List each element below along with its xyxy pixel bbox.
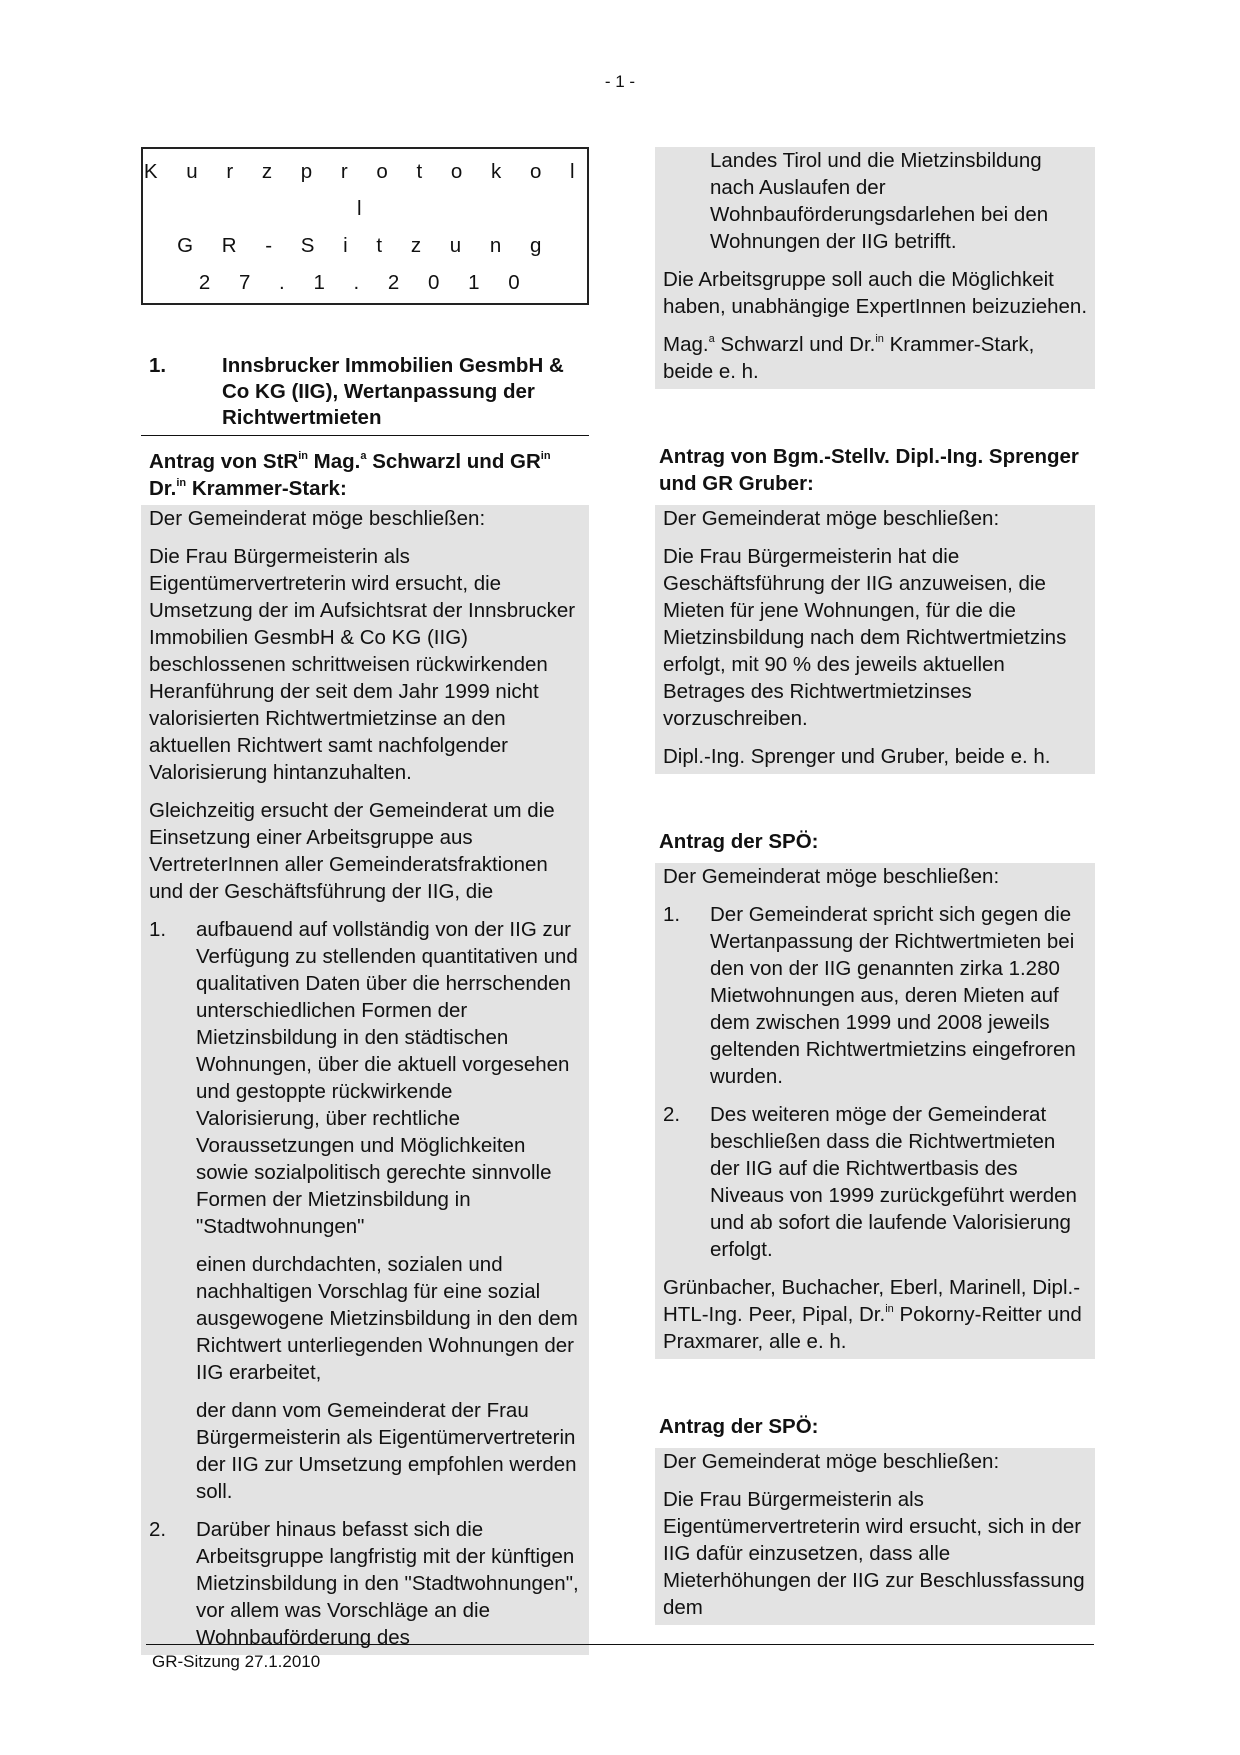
agenda-title: Innsbrucker Immobilien GesmbH & Co KG (IIG), Wertanpassung der Richtwertmieten (222, 354, 564, 429)
title-line-1: K u r z p r o t o k o l l (143, 160, 587, 220)
list-item: 1. Der Gemeinderat spricht sich gegen die Wertanpassung der Richtwertmieten bei den von der IIG genannten zirka 1.280 Mietwohnungen aus, deren Mieten auf dem zwischen 1999 und 2008 jeweils geltenden Richtwertmietzins eingefroren wurden. (663, 903, 1076, 1088)
motion-body-4 (655, 1448, 1095, 1625)
motion-body-2 (655, 505, 1095, 774)
motion-paragraph: Gleichzeitig ersucht der Gemeinderat um die Einsetzung einer Arbeitsgruppe aus VertreterInnen aller Gemeinderatsfraktionen und der Geschäftsführung der IIG, die (149, 799, 555, 903)
list-item: 2. Des weiteren möge der Gemeinderat beschließen dass die Richtwertmieten der IIG auf die Richtwertbasis des Niveaus von 1999 zurückgeführt werden und ab sofort die laufende Valorisierung erfolgt. (663, 1103, 1077, 1261)
list-item: 2. Darüber hinaus befasst sich die Arbeitsgruppe langfristig mit der künftigen Mietzinsbildung in den "Stadtwohnungen", vor allem was Vorschläge an die Wohnbauförderung des (149, 1518, 579, 1649)
agenda-number: 1. (149, 354, 167, 377)
page-number: - 1 - (604, 72, 636, 91)
motion-intro: Der Gemeinderat möge beschließen: (663, 507, 1000, 530)
motion-intro: Der Gemeinderat möge beschließen: (663, 865, 1000, 888)
list-item-continuation: der dann vom Gemeinderat der Frau Bürgermeisterin als Eigentümervertreterin der IIG zur Umsetzung empfohlen werden soll. (196, 1399, 577, 1503)
motion-signatures: Grünbacher, Buchacher, Eberl, Marinell, Dipl.-HTL-Ing. Peer, Pipal, Dr.$^{in}$ Pokorny-Reitter und Praxmarer, alle e. h. (663, 1276, 1082, 1353)
list-item: 1. aufbauend auf vollständig von der IIG zur Verfügung zu stellenden quantitativen und qualitativen Daten über die herrschenden unterschiedlichen Formen der Mietzinsbildung in den städtischen Wohnungen, über die aktuell vorgesehen und gestoppte rückwirkende Valorisierung, über rechtliche Voraussetzungen und Möglichkeiten sowie sozialpolitisch gerechte sinnvolle Formen der Mietzinsbildung in "Stadtwohnungen" (149, 918, 578, 1238)
motion-heading-1: Antrag von StR$^{in}$ Mag.$^a$ Schwarzl und $GR^{in}$ Dr.$^{in}$ Krammer-Stark: (149, 450, 551, 500)
title-line-2: G R - S i t z u n g (177, 234, 553, 257)
title-line-3: 2 7 . 1 . 2 0 1 0 (198, 271, 532, 294)
motion-paragraph: Die Arbeitsgruppe soll auch die Möglichkeit haben, unabhängige ExpertInnen beizuziehen. (663, 268, 1088, 318)
motion-heading-3: Antrag der SPÖ: (659, 830, 819, 853)
list-item-continuation: Landes Tirol und die Mietzinsbildung nach Auslaufen der Wohnbauförderungsdarlehen bei den Wohnungen der IIG betrifft. (710, 149, 1049, 253)
motion-paragraph: Die Frau Bürgermeisterin als Eigentümervertreterin wird ersucht, sich in der IIG dafür einzusetzen, dass alle Mieterhöhungen der IIG zur Beschlussfassung dem (663, 1488, 1085, 1619)
motion-body-3 (655, 863, 1095, 1359)
list-item-continuation: einen durchdachten, sozialen und nachhaltigen Vorschlag für eine sozial ausgewogene Mietzinsbildung in den dem Richtwert unterliegenden Wohnungen der IIG erarbeitet, (196, 1253, 578, 1384)
motion-heading-2: Antrag von Bgm.-Stellv. Dipl.-Ing. Sprenger und GR Gruber: (659, 445, 1079, 495)
motion-body-1 (141, 505, 589, 1655)
motion-paragraph: Die Frau Bürgermeisterin als Eigentümervertreterin wird ersucht, die Umsetzung der im Aufsichtsrat der Innsbrucker Immobilien GesmbH & Co KG (IIG) beschlossenen schrittweisen rückwirkenden Heranführung der seit dem Jahr 1999 nicht valorisierten Richtwertmietzinse an den aktuellen Richtwert samt nachfolgender Valorisierung hintanzuhalten. (149, 545, 576, 784)
right-column (655, 147, 1095, 1625)
motion-body-1-continued (655, 147, 1095, 389)
agenda-item-heading (141, 353, 589, 436)
motion-signatures: Dipl.-Ing. Sprenger und Gruber, beide e. h. (663, 745, 1051, 768)
left-column (141, 147, 589, 1655)
motion-paragraph: Die Frau Bürgermeisterin hat die Geschäftsführung der IIG anzuweisen, die Mieten für jene Wohnungen, für die die Mietzinsbildung nach dem Richtwertmietzins erfolgt, mit 90 % des jeweils aktuellen Betrages des Richtwertmietzinses vorzuschreiben. (663, 545, 1067, 730)
motion-intro: Der Gemeinderat möge beschließen: (663, 1450, 1000, 1473)
motion-signatures: Mag.$^a$ Schwarzl und Dr.$^{in}$ Krammer-Stark, beide e. h. (663, 333, 1035, 383)
title-box (141, 147, 589, 305)
motion-intro: Der Gemeinderat möge beschließen: (149, 507, 486, 530)
page-footer: GR-Sitzung 27.1.2010 (152, 1652, 321, 1671)
footer-divider (146, 1644, 1094, 1645)
motion-heading-4: Antrag der SPÖ: (659, 1415, 819, 1438)
